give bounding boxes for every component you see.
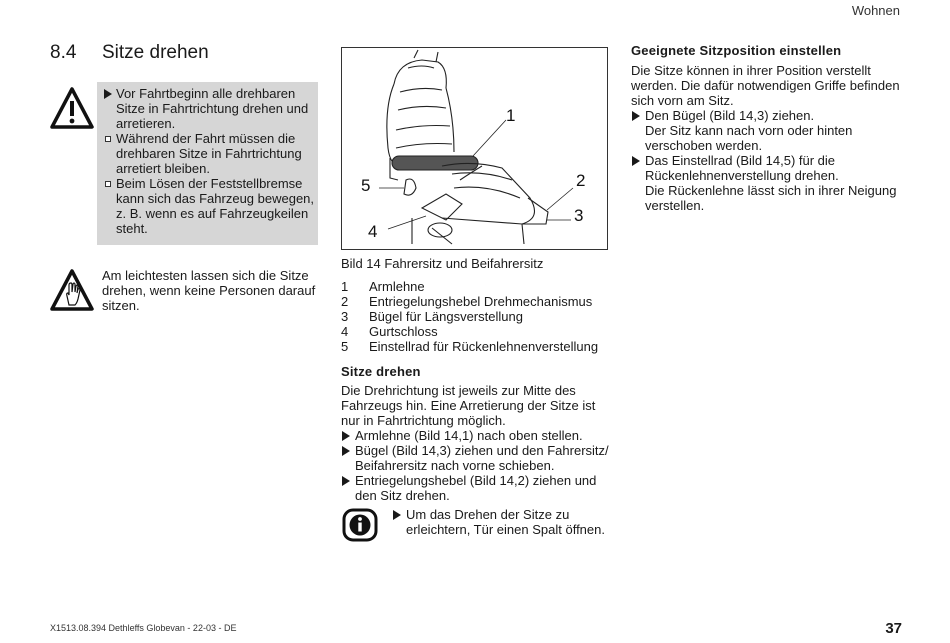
figure-callout: 5 (361, 176, 371, 195)
warning-triangle-icon (50, 86, 94, 130)
info-list (392, 507, 607, 537)
info-icon (342, 508, 378, 542)
step-item: Armlehne (Bild 14,1) nach oben stellen. (341, 428, 616, 443)
step-item: Bügel (Bild 14,3) ziehen und den Fahrersitz/ Beifahrersitz nach vorne schieben. (341, 443, 616, 473)
section-title: Sitze drehen (102, 42, 209, 63)
warning-box (97, 82, 318, 245)
step-list (341, 428, 616, 503)
paragraph: Die Drehrichtung ist jeweils zur Mitte des Fahrzeugs hin. Eine Arretierung der Sitze ist nur in Fahrtrichtung möglich. (341, 383, 596, 428)
warning-item: Während der Fahrt müssen die drehbaren Sitze in Fahrtrichtung arretiert bleiben. (103, 131, 318, 176)
subsection-heading: Sitze drehen (341, 364, 421, 379)
page-number: 37 (885, 620, 902, 637)
figure-legend (341, 279, 598, 354)
footer-doc-id: X1513.08.394 Dethleffs Globevan - 22-03 - DE (50, 623, 237, 633)
figure-callout: 4 (368, 222, 378, 241)
figure-callout: 1 (506, 106, 516, 125)
running-header: Wohnen (851, 3, 900, 18)
hand-hint-icon (50, 268, 94, 312)
figure-callout: 3 (574, 206, 584, 225)
warning-item: Vor Fahrtbeginn alle drehbaren Sitze in Fahrtrichtung drehen und arretieren. (103, 86, 318, 131)
warning-list (97, 82, 318, 236)
step-item: Das Einstellrad (Bild 14,5) für die Rückenlehnenverstellung drehen. Die Rückenlehne lässt sich in ihrer Neigung verstellen. (631, 153, 911, 213)
legend-item: 2 Entriegelungshebel Drehmechanismus (341, 294, 593, 309)
legend-item: 4 Gurtschloss (341, 324, 438, 339)
legend-item: 1 Armlehne (341, 279, 425, 294)
section-number: 8.4 (50, 42, 77, 63)
seat-figure (341, 47, 608, 250)
step-item: Den Bügel (Bild 14,3) ziehen. Der Sitz kann nach vorn oder hinten verschoben werden. (631, 108, 911, 153)
legend-item: 5 Einstellrad für Rückenlehnenverstellung (341, 339, 599, 354)
figure-caption: Bild 14 Fahrersitz und Beifahrersitz (341, 256, 544, 271)
legend-item: 3 Bügel für Längsverstellung (341, 309, 523, 324)
info-text: Um das Drehen der Sitze zu erleichtern, Tür einen Spalt öffnen. (392, 507, 607, 537)
warning-item: Beim Lösen der Feststellbremse kann sich das Fahrzeug bewegen, z. B. wenn es auf Fahrzeugkeilen steht. (103, 176, 318, 236)
paragraph: Die Sitze können in ihrer Position verstellt werden. Die dafür notwendigen Griffe befinden sich vorn am Sitz. (631, 63, 900, 108)
step-list (631, 108, 911, 213)
subsection-heading: Geeignete Sitzposition einstellen (631, 43, 842, 58)
figure-callout: 2 (576, 171, 586, 190)
seat-illustration (342, 48, 607, 249)
hint-text: Am leichtesten lassen sich die Sitze drehen, wenn keine Personen darauf sitzen. (102, 268, 316, 313)
step-item: Entriegelungshebel (Bild 14,2) ziehen und den Sitz drehen. (341, 473, 616, 503)
